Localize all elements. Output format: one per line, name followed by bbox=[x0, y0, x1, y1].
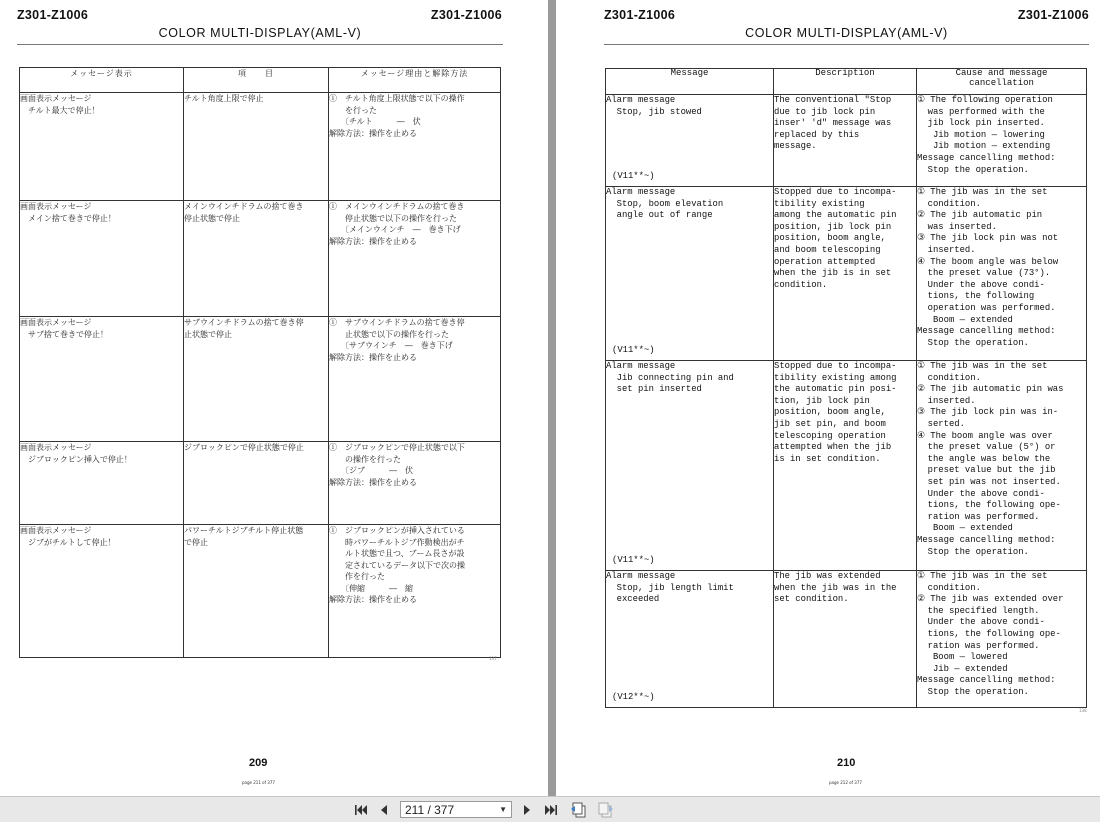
message-cell: 画面表示メッセージ メイン捨て巻きで停止！ bbox=[20, 201, 184, 317]
reason-cell: ① ジブロックピンで停止状態で以下 の操作を行った 〔ジブ ― 伏 解除方法：操作を止める bbox=[329, 442, 501, 525]
page-indicator: 211 / 377 bbox=[405, 802, 455, 817]
reason-cell: ① ジブロックピンが挿入されている 時パワーチルトジブ作動検出がチ ルト状態で且つ、ブーム長さが設 定されているデータ以下で次の操 作を行った 〔伸縮 ― 縮 解除方法：操作を止める bbox=[329, 525, 501, 658]
table-row bbox=[20, 317, 501, 442]
message-cell bbox=[606, 571, 774, 708]
cause-cell: ① The following operation was performed with the jib lock pin inserted. Jib motion — lowering Jib motion — extending Message cancelling method: Stop the operation. bbox=[917, 95, 1087, 187]
prev-page-icon bbox=[379, 804, 389, 816]
column-header-description: Description bbox=[774, 69, 917, 95]
reason-cell: ① サブウインチドラムの捨て巻き停 止状態で以下の操作を行った 〔サブウインチ ― 巻き下げ 解除方法：操作を止める bbox=[329, 317, 501, 442]
cause-cell: ① The jib was in the set condition. ② The jib automatic pin was inserted. ③ The jib lock pin was in- serted. ④ The boom angle was over the preset value (5°) or the angle was below the preset value but the jib set pin was not inserted. Under the above condi- tions, the following ope- ration was performed. Boom — extended Message cancelling method: Stop the operation. bbox=[917, 361, 1087, 571]
table-row bbox=[606, 571, 1087, 708]
doc-title: COLOR MULTI-DISPLAY(AML-V) bbox=[158, 26, 362, 40]
item-cell: パワーチルトジブチルト停止状態 で停止 bbox=[184, 525, 329, 658]
table-row bbox=[606, 95, 1087, 187]
message-cell: 画面表示メッセージ ジブロックピン挿入で停止！ bbox=[20, 442, 184, 525]
table-row bbox=[20, 442, 501, 525]
column-header-reason: メッセージ理由と解除方法 bbox=[329, 68, 501, 93]
message-cell bbox=[606, 361, 774, 571]
message-cell bbox=[606, 187, 774, 361]
message-table-jp bbox=[19, 67, 501, 658]
message-cell: 画面表示メッセージ ジブがチルトして停止！ bbox=[20, 525, 184, 658]
column-header-message: Message bbox=[606, 69, 774, 95]
previous-view-button[interactable] bbox=[569, 801, 589, 818]
doc-title: COLOR MULTI-DISPLAY(AML-V) bbox=[745, 26, 948, 40]
doc-code-right: Z301-Z1006 bbox=[1017, 8, 1089, 22]
next-view-button[interactable] bbox=[595, 801, 615, 818]
page-number: 209 bbox=[249, 757, 268, 769]
column-header-item: 項 目 bbox=[184, 68, 329, 93]
page-number-select[interactable] bbox=[400, 801, 512, 818]
chevron-down-icon: ▼ bbox=[499, 805, 507, 814]
item-cell: ジブロックピンで停止状態で停止 bbox=[184, 442, 329, 525]
description-cell: The conventional "Stop due to jib lock pin inser' 'd" message was replaced by this message. bbox=[774, 95, 917, 187]
page-of-label: page 211 of 377 bbox=[242, 780, 275, 785]
item-cell: サブウインチドラムの捨て巻き停 止状態で停止 bbox=[184, 317, 329, 442]
page-209 bbox=[0, 0, 548, 796]
next-page-button[interactable] bbox=[519, 801, 535, 818]
item-cell: チルト角度上限で停止 bbox=[184, 93, 329, 201]
version-code: (V11**~) bbox=[612, 171, 655, 182]
table-row bbox=[20, 525, 501, 658]
footer-mark: 137 bbox=[489, 656, 497, 661]
message-text: Alarm message Stop, jib length limit exceeded bbox=[606, 571, 734, 605]
table-row bbox=[20, 201, 501, 317]
column-header-cause: Cause and message cancellation bbox=[917, 69, 1087, 95]
column-header-message: メッセージ表示 bbox=[20, 68, 184, 93]
header-divider bbox=[604, 44, 1089, 45]
message-cell: 画面表示メッセージ サブ捨て巻きで停止！ bbox=[20, 317, 184, 442]
page-of-label: page 212 of 377 bbox=[829, 780, 862, 785]
message-text: Alarm message Stop, jib stowed bbox=[606, 95, 702, 117]
previous-page-button[interactable] bbox=[376, 801, 392, 818]
description-cell: Stopped due to incompa- tibility existing among the automatic pin position, jib lock pin position, boom angle, and boom telescoping operation attempted when the jib is in set condition. bbox=[774, 187, 917, 361]
page-210 bbox=[556, 0, 1100, 796]
table-header-row bbox=[606, 69, 1087, 95]
table-row bbox=[20, 93, 501, 201]
message-text: Alarm message Stop, boom elevation angle out of range bbox=[606, 187, 724, 221]
doc-code-right: Z301-Z1006 bbox=[430, 8, 502, 22]
reason-cell: ① メインウインチドラムの捨て巻き 停止状態で以下の操作を行った 〔メインウインチ ― 巻き下げ 解除方法：操作を止める bbox=[329, 201, 501, 317]
cause-cell: ① The jib was in the set condition. ② The jib automatic pin was inserted. ③ The jib lock pin was not inserted. ④ The boom angle was below the preset value (73°). Under the above condi- tions, the following operation was performed. Boom — extended Message cancelling method: Stop the operation. bbox=[917, 187, 1087, 361]
table-row bbox=[606, 187, 1087, 361]
next-view-icon bbox=[596, 802, 614, 818]
cause-cell: ① The jib was in the set condition. ② The jib was extended over the specified length. Under the above condi- tions, the following ope- ration was performed. Boom — lowered Jib — extended Message cancelling method: Stop the operation. bbox=[917, 571, 1087, 708]
version-code: (V12**~) bbox=[612, 692, 655, 703]
page-number: 210 bbox=[837, 757, 856, 769]
footer-mark: 138 bbox=[1079, 708, 1087, 713]
version-code: (V11**~) bbox=[612, 555, 655, 566]
reason-cell: ① チルト角度上限状態で以下の操作 を行った 〔チルト ― 伏 解除方法：操作を止める bbox=[329, 93, 501, 201]
header-divider bbox=[17, 44, 503, 45]
doc-code-left: Z301-Z1006 bbox=[17, 8, 89, 22]
description-cell: The jib was extended when the jib was in the set condition. bbox=[774, 571, 917, 708]
message-cell bbox=[606, 95, 774, 187]
table-row bbox=[606, 361, 1087, 571]
doc-code-left: Z301-Z1006 bbox=[604, 8, 676, 22]
last-page-button[interactable] bbox=[542, 801, 560, 818]
last-page-icon bbox=[544, 804, 558, 816]
message-table-en bbox=[605, 68, 1087, 708]
message-cell: 画面表示メッセージ チルト最大で停止！ bbox=[20, 93, 184, 201]
navigation-toolbar bbox=[0, 796, 1100, 822]
message-text: Alarm message Jib connecting pin and set pin inserted bbox=[606, 361, 734, 395]
next-page-icon bbox=[522, 804, 532, 816]
table-header-row bbox=[20, 68, 501, 93]
first-page-icon bbox=[354, 804, 368, 816]
item-cell: メインウインチドラムの捨て巻き 停止状態で停止 bbox=[184, 201, 329, 317]
first-page-button[interactable] bbox=[352, 801, 370, 818]
version-code: (V11**~) bbox=[612, 345, 655, 356]
previous-view-icon bbox=[570, 802, 588, 818]
description-cell: Stopped due to incompa- tibility existing among the automatic pin posi- tion, jib lock pin position, boom angle, jib set pin, and boom telescoping operation attempted when the jib is in set condition. bbox=[774, 361, 917, 571]
